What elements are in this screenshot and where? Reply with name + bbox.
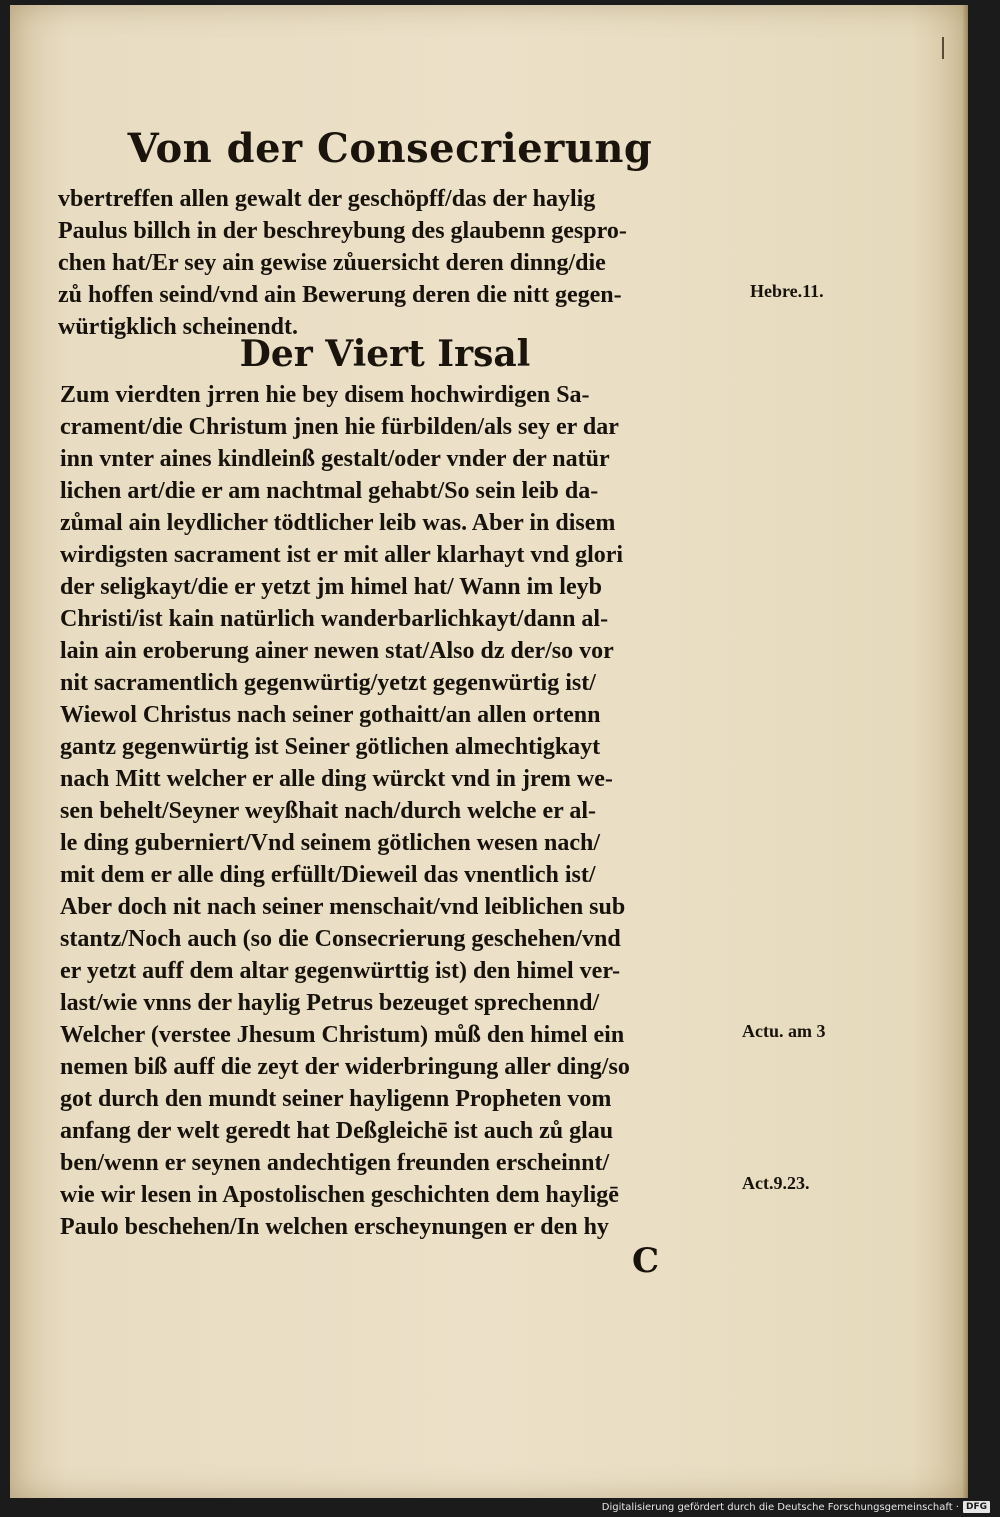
section-heading: Der Viert Irsal: [239, 333, 531, 375]
text-line: Welcher (verstee Jhesum Christum) můß den himel ein: [60, 1022, 625, 1048]
text-line: lain ain eroberung ainer newen stat/Also dz der/so vor: [60, 638, 614, 664]
text-line: mit dem er alle ding erfüllt/Dieweil das vnentlich ist/: [60, 862, 596, 888]
dfg-logo-icon: DFG: [963, 1501, 990, 1513]
text-line: Paulo beschehen/In welchen erscheynungen er den hy: [60, 1214, 609, 1240]
text-line: nach Mitt welcher er alle ding würckt vnd in jrem we-: [60, 766, 613, 792]
text-line: last/wie vnns der haylig Petrus bezeuget sprechennd/: [60, 990, 600, 1016]
page-corner-mark: [942, 37, 944, 59]
text-line: Aber doch nit nach seiner menschait/vnd leiblichen sub: [60, 894, 626, 920]
text-line: nit sacramentlich gegenwürtig/yetzt gegenwürtig ist/: [60, 670, 596, 696]
text-line: wie wir lesen in Apostolischen geschichten dem hayligē: [60, 1182, 619, 1208]
text-line: le ding guberniert/Vnd seinem götlichen wesen nach/: [60, 830, 601, 856]
text-line: zůmal ain leydlicher tödtlicher leib was. Aber in disem: [60, 510, 616, 536]
text-line: zů hoffen seind/vnd ain Bewerung deren die nitt gegen-: [58, 282, 622, 308]
text-line: lichen art/die er am nachtmal gehabt/So sein leib da-: [60, 478, 599, 504]
margin-note-hebrews: Hebre.11.: [750, 281, 824, 301]
text-line: got durch den mundt seiner hayligenn Propheten vom: [60, 1086, 612, 1112]
text-line: crament/die Christum jnen hie fürbilden/als sey er dar: [60, 414, 619, 440]
text-line: inn vnter aines kindleinß gestalt/oder vnder der natür: [60, 446, 610, 472]
text-block-main: [60, 379, 750, 1243]
text-line: der seligkayt/die er yetzt jm himel hat/ Wann im leyb: [60, 574, 602, 600]
text-line: chen hat/Er sey ain gewise zůuersicht deren dinng/die: [58, 250, 606, 276]
page-edge-shadow: [962, 5, 968, 1498]
text-line: stantz/Noch auch (so die Consecrierung geschehen/vnd: [60, 926, 621, 952]
margin-note-acts-9: Act.9.23.: [742, 1173, 810, 1193]
text-block-intro: [58, 183, 748, 343]
footer-credit: [602, 1500, 990, 1514]
text-line: anfang der welt geredt hat Deßgleichē ist auch zů glau: [60, 1118, 614, 1144]
text-line: wirdigsten sacrament ist er mit aller klarhayt vnd glori: [60, 542, 624, 568]
signature-mark: C: [632, 1241, 660, 1281]
text-line: Christi/ist kain natürlich wanderbarlichkayt/dann al-: [60, 606, 609, 632]
text-line: vbertreffen allen gewalt der geschöpff/das der haylig: [58, 186, 596, 212]
text-line: Paulus billch in der beschreybung des glaubenn gespro-: [58, 218, 627, 244]
footer-text: Digitalisierung gefördert durch die Deutsche Forschungsgemeinschaft ·: [601, 1501, 959, 1513]
text-line: würtigklich scheinendt.: [58, 314, 299, 340]
text-line: Wiewol Christus nach seiner gothaitt/an allen ortenn: [60, 702, 601, 728]
text-line: Zum vierdten jrren hie bey disem hochwirdigen Sa-: [60, 382, 590, 408]
text-line: er yetzt auff dem altar gegenwürttig ist) den himel ver-: [60, 958, 621, 984]
text-line: nemen biß auff die zeyt der widerbringung aller ding/so: [60, 1054, 630, 1080]
margin-note-acts-3: Actu. am 3: [742, 1021, 826, 1041]
text-line: gantz gegenwürtig ist Seiner götlichen almechtigkayt: [60, 734, 601, 760]
text-line: sen behelt/Seyner weyßhait nach/durch welche er al-: [60, 798, 596, 824]
page-title: Von der Consecrierung: [127, 125, 653, 172]
scanned-page: [10, 5, 968, 1498]
text-line: ben/wenn er seynen andechtigen freunden erscheinnt/: [60, 1150, 610, 1176]
